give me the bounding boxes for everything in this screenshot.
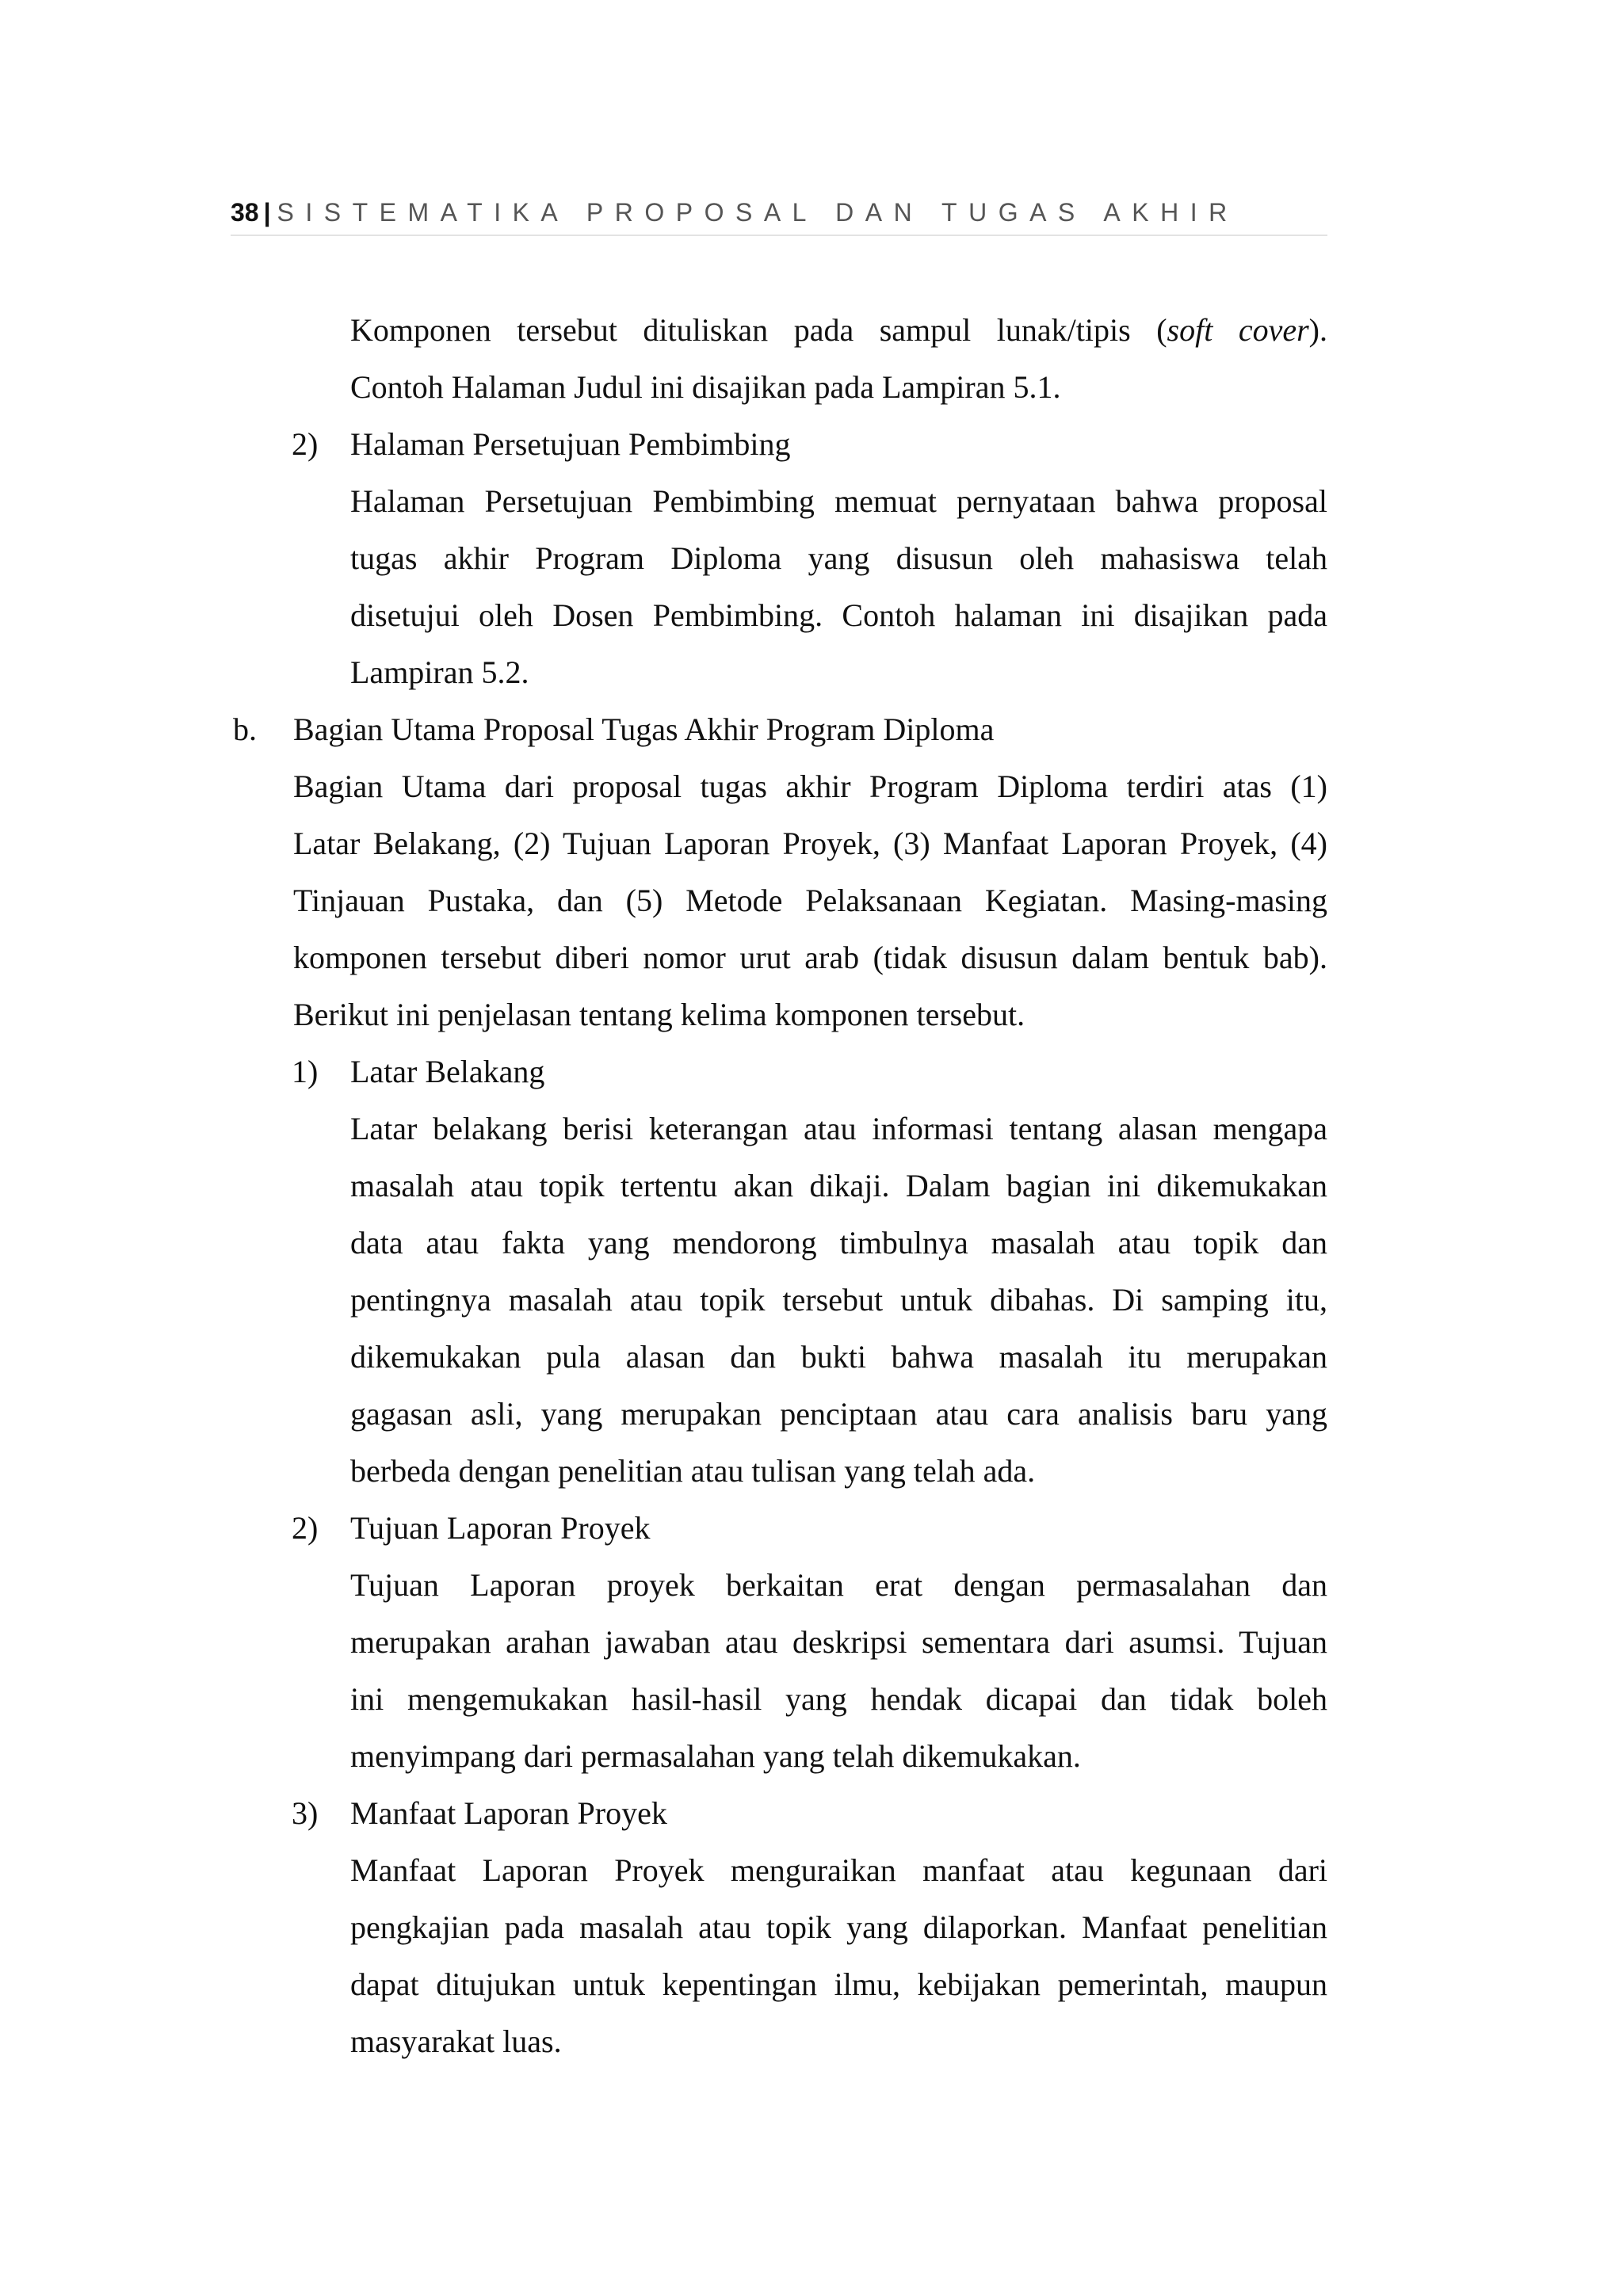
list-number: 2) bbox=[292, 1510, 319, 1546]
body-line: Tinjauan Pustaka, dan (5) Metode Pelaksanaan Kegiatan. Masing-masing bbox=[293, 883, 1327, 918]
list-item-title: Manfaat Laporan Proyek bbox=[350, 1795, 667, 1831]
body-line: komponen tersebut diberi nomor urut arab (tidak disusun dalam bentuk bab). bbox=[293, 940, 1327, 975]
body-line: Bagian Utama dari proposal tugas akhir Program Diploma terdiri atas (1) bbox=[293, 769, 1327, 804]
running-title: SISTEMATIKA PROPOSAL DAN TUGAS AKHIR bbox=[277, 198, 1239, 227]
body-line: Contoh Halaman Judul ini disajikan pada Lampiran 5.1. bbox=[350, 369, 1061, 405]
section-title: Bagian Utama Proposal Tugas Akhir Program Diploma bbox=[293, 711, 995, 747]
list-item-title: Latar Belakang bbox=[350, 1054, 545, 1089]
list-item-title: Halaman Persetujuan Pembimbing bbox=[350, 426, 791, 462]
body-line: Manfaat Laporan Proyek menguraikan manfaat atau kegunaan dari bbox=[350, 1852, 1327, 1888]
list-number: 1) bbox=[292, 1054, 319, 1089]
body-line: berbeda dengan penelitian atau tulisan yang telah ada. bbox=[350, 1453, 1036, 1489]
body-line: gagasan asli, yang merupakan penciptaan atau cara analisis baru yang bbox=[350, 1396, 1327, 1432]
italic-term: soft cover bbox=[1167, 312, 1309, 348]
body-line: Berikut ini penjelasan tentang kelima komponen tersebut. bbox=[293, 997, 1025, 1032]
body-line: dikemukakan pula alasan dan bukti bahwa masalah itu merupakan bbox=[350, 1339, 1327, 1375]
body-line: dapat ditujukan untuk kepentingan ilmu, kebijakan pemerintah, maupun bbox=[350, 1966, 1327, 2002]
body-line: data atau fakta yang mendorong timbulnya masalah atau topik dan bbox=[350, 1225, 1327, 1261]
body-line: pengkajian pada masalah atau topik yang dilaporkan. Manfaat penelitian bbox=[350, 1909, 1327, 1945]
body-line: pentingnya masalah atau topik tersebut untuk dibahas. Di samping itu, bbox=[350, 1282, 1327, 1318]
body-line: ini mengemukakan hasil-hasil yang hendak dicapai dan tidak boleh bbox=[350, 1681, 1327, 1717]
body-line: Latar Belakang, (2) Tujuan Laporan Proyek, (3) Manfaat Laporan Proyek, (4) bbox=[293, 826, 1327, 861]
body-line: Latar belakang berisi keterangan atau informasi tentang alasan mengapa bbox=[350, 1111, 1327, 1146]
body-line: Tujuan Laporan proyek berkaitan erat dengan permasalahan dan bbox=[350, 1567, 1327, 1603]
list-number: 2) bbox=[292, 426, 319, 462]
body-line: menyimpang dari permasalahan yang telah dikemukakan. bbox=[350, 1738, 1081, 1774]
body-line: tugas akhir Program Diploma yang disusun oleh mahasiswa telah bbox=[350, 540, 1327, 576]
body-line: masalah atau topik tertentu akan dikaji. Dalam bagian ini dikemukakan bbox=[350, 1168, 1327, 1203]
body-line: Komponen tersebut dituliskan pada sampul lunak/tipis (soft cover). bbox=[350, 312, 1327, 348]
body-line: masyarakat luas. bbox=[350, 2023, 562, 2059]
list-item-title: Tujuan Laporan Proyek bbox=[350, 1510, 651, 1546]
section-letter: b. bbox=[233, 711, 257, 747]
body-line: Lampiran 5.2. bbox=[350, 654, 529, 690]
body-line: disetujui oleh Dosen Pembimbing. Contoh halaman ini disajikan pada bbox=[350, 597, 1327, 633]
list-number: 3) bbox=[292, 1795, 319, 1831]
body-line: merupakan arahan jawaban atau deskripsi sementara dari asumsi. Tujuan bbox=[350, 1624, 1327, 1660]
body-line: Halaman Persetujuan Pembimbing memuat pernyataan bahwa proposal bbox=[350, 483, 1327, 519]
header-separator: | bbox=[263, 198, 271, 227]
page-number: 38 bbox=[231, 198, 259, 227]
page-header bbox=[231, 196, 1327, 236]
